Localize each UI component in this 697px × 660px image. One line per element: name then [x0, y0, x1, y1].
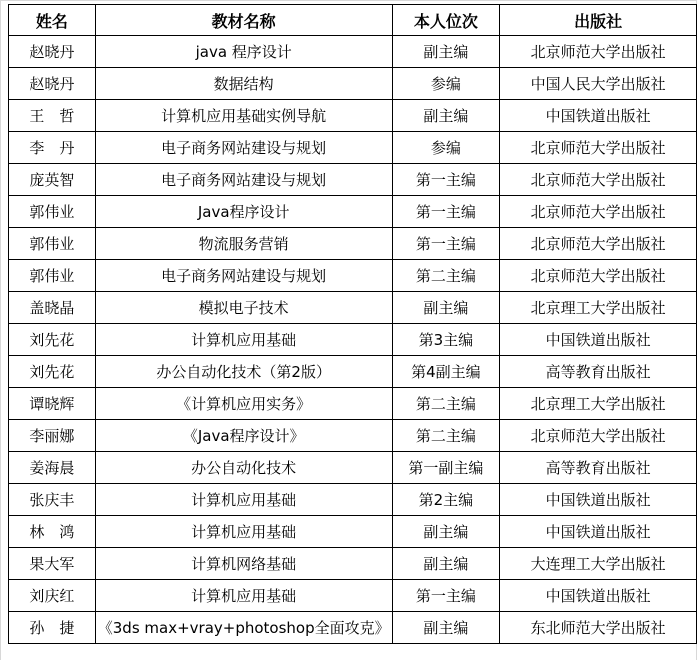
- cell-name[interactable]: 刘先花: [9, 324, 96, 356]
- cell-publisher[interactable]: 中国铁道出版社: [500, 484, 697, 516]
- cell-publisher[interactable]: 高等教育出版社: [500, 356, 697, 388]
- cell-name[interactable]: 赵晓丹: [9, 36, 96, 68]
- cell-publisher[interactable]: 高等教育出版社: [500, 452, 697, 484]
- gridline-top: [0, 0, 697, 1]
- table-row: [9, 324, 697, 356]
- table-row: [9, 164, 697, 196]
- cell-textbook-title[interactable]: java 程序设计: [95, 36, 392, 68]
- table-row: [9, 580, 697, 612]
- cell-textbook-title[interactable]: 电子商务网站建设与规划: [95, 164, 392, 196]
- cell-publisher[interactable]: 北京师范大学出版社: [500, 164, 697, 196]
- cell-publisher[interactable]: 中国人民大学出版社: [500, 68, 697, 100]
- cell-publisher[interactable]: 北京师范大学出版社: [500, 196, 697, 228]
- cell-textbook-title[interactable]: 办公自动化技术: [95, 452, 392, 484]
- cell-publisher[interactable]: 中国铁道出版社: [500, 100, 697, 132]
- cell-author-rank[interactable]: 第一主编: [392, 196, 500, 228]
- cell-name[interactable]: 郭伟业: [9, 228, 96, 260]
- cell-author-rank[interactable]: 第3主编: [392, 324, 500, 356]
- cell-textbook-title[interactable]: 《计算机应用实务》: [95, 388, 392, 420]
- cell-publisher[interactable]: 北京师范大学出版社: [500, 36, 697, 68]
- cell-textbook-title[interactable]: 《Java程序设计》: [95, 420, 392, 452]
- cell-author-rank[interactable]: 副主编: [392, 612, 500, 644]
- table-row: [9, 452, 697, 484]
- cell-name[interactable]: 李丽娜: [9, 420, 96, 452]
- cell-textbook-title[interactable]: 物流服务营销: [95, 228, 392, 260]
- cell-author-rank[interactable]: 副主编: [392, 292, 500, 324]
- table-row: [9, 132, 697, 164]
- cell-textbook-title[interactable]: 计算机应用基础: [95, 484, 392, 516]
- table-row: [9, 36, 697, 68]
- cell-author-rank[interactable]: 副主编: [392, 548, 500, 580]
- cell-name[interactable]: 盖晓晶: [9, 292, 96, 324]
- table-row: [9, 356, 697, 388]
- cell-publisher[interactable]: 北京师范大学出版社: [500, 132, 697, 164]
- cell-name[interactable]: 李 丹: [9, 132, 96, 164]
- cell-author-rank[interactable]: 副主编: [392, 516, 500, 548]
- cell-textbook-title[interactable]: 计算机应用基础: [95, 580, 392, 612]
- cell-author-rank[interactable]: 参编: [392, 132, 500, 164]
- cell-textbook-title[interactable]: 电子商务网站建设与规划: [95, 260, 392, 292]
- cell-publisher[interactable]: 中国铁道出版社: [500, 580, 697, 612]
- cell-publisher[interactable]: 大连理工大学出版社: [500, 548, 697, 580]
- cell-name[interactable]: 刘先花: [9, 356, 96, 388]
- cell-author-rank[interactable]: 第4副主编: [392, 356, 500, 388]
- cell-textbook-title[interactable]: 计算机应用基础: [95, 516, 392, 548]
- table-row: [9, 68, 697, 100]
- header-publisher[interactable]: 出版社: [500, 5, 697, 36]
- cell-author-rank[interactable]: 第一主编: [392, 580, 500, 612]
- cell-publisher[interactable]: 北京师范大学出版社: [500, 228, 697, 260]
- table-row: [9, 548, 697, 580]
- cell-author-rank[interactable]: 参编: [392, 68, 500, 100]
- cell-author-rank[interactable]: 第二主编: [392, 420, 500, 452]
- table-row: [9, 228, 697, 260]
- cell-publisher[interactable]: 中国铁道出版社: [500, 516, 697, 548]
- gridline-left: [0, 0, 1, 660]
- cell-name[interactable]: 果大军: [9, 548, 96, 580]
- cell-name[interactable]: 赵晓丹: [9, 68, 96, 100]
- header-name[interactable]: 姓名: [9, 5, 96, 36]
- cell-author-rank[interactable]: 副主编: [392, 36, 500, 68]
- cell-name[interactable]: 林 鸿: [9, 516, 96, 548]
- header-row: [9, 5, 697, 36]
- cell-publisher[interactable]: 北京师范大学出版社: [500, 260, 697, 292]
- cell-name[interactable]: 谭晓辉: [9, 388, 96, 420]
- cell-name[interactable]: 刘庆红: [9, 580, 96, 612]
- cell-textbook-title[interactable]: 计算机应用基础实例导航: [95, 100, 392, 132]
- cell-textbook-title[interactable]: 办公自动化技术（第2版）: [95, 356, 392, 388]
- cell-textbook-title[interactable]: 模拟电子技术: [95, 292, 392, 324]
- cell-name[interactable]: 姜海晨: [9, 452, 96, 484]
- table-row: [9, 388, 697, 420]
- cell-textbook-title[interactable]: 计算机网络基础: [95, 548, 392, 580]
- cell-name[interactable]: 王 哲: [9, 100, 96, 132]
- header-textbook-title[interactable]: 教材名称: [95, 5, 392, 36]
- cell-publisher[interactable]: 东北师范大学出版社: [500, 612, 697, 644]
- cell-author-rank[interactable]: 第二主编: [392, 388, 500, 420]
- cell-textbook-title[interactable]: 数据结构: [95, 68, 392, 100]
- cell-name[interactable]: 张庆丰: [9, 484, 96, 516]
- cell-author-rank[interactable]: 第一主编: [392, 228, 500, 260]
- table-row: [9, 100, 697, 132]
- cell-author-rank[interactable]: 第2主编: [392, 484, 500, 516]
- cell-textbook-title[interactable]: 电子商务网站建设与规划: [95, 132, 392, 164]
- cell-name[interactable]: 郭伟业: [9, 260, 96, 292]
- textbook-table: [8, 4, 697, 644]
- table-row: [9, 260, 697, 292]
- cell-name[interactable]: 郭伟业: [9, 196, 96, 228]
- table-row: [9, 196, 697, 228]
- cell-name[interactable]: 庞英智: [9, 164, 96, 196]
- table-row: [9, 292, 697, 324]
- table-body: [9, 36, 697, 644]
- cell-publisher[interactable]: 中国铁道出版社: [500, 324, 697, 356]
- table-row: [9, 484, 697, 516]
- cell-name[interactable]: 孙 捷: [9, 612, 96, 644]
- cell-author-rank[interactable]: 第一副主编: [392, 452, 500, 484]
- cell-publisher[interactable]: 北京理工大学出版社: [500, 292, 697, 324]
- cell-publisher[interactable]: 北京师范大学出版社: [500, 420, 697, 452]
- cell-textbook-title[interactable]: Java程序设计: [95, 196, 392, 228]
- cell-publisher[interactable]: 北京理工大学出版社: [500, 388, 697, 420]
- cell-textbook-title[interactable]: 《3ds max+vray+photoshop全面攻克》: [95, 612, 392, 644]
- table-row: [9, 516, 697, 548]
- table-row: [9, 420, 697, 452]
- cell-textbook-title[interactable]: 计算机应用基础: [95, 324, 392, 356]
- cell-author-rank[interactable]: 第二主编: [392, 260, 500, 292]
- table-row: [9, 612, 697, 644]
- cell-author-rank[interactable]: 副主编: [392, 100, 500, 132]
- cell-author-rank[interactable]: 第一主编: [392, 164, 500, 196]
- header-author-rank[interactable]: 本人位次: [392, 5, 500, 36]
